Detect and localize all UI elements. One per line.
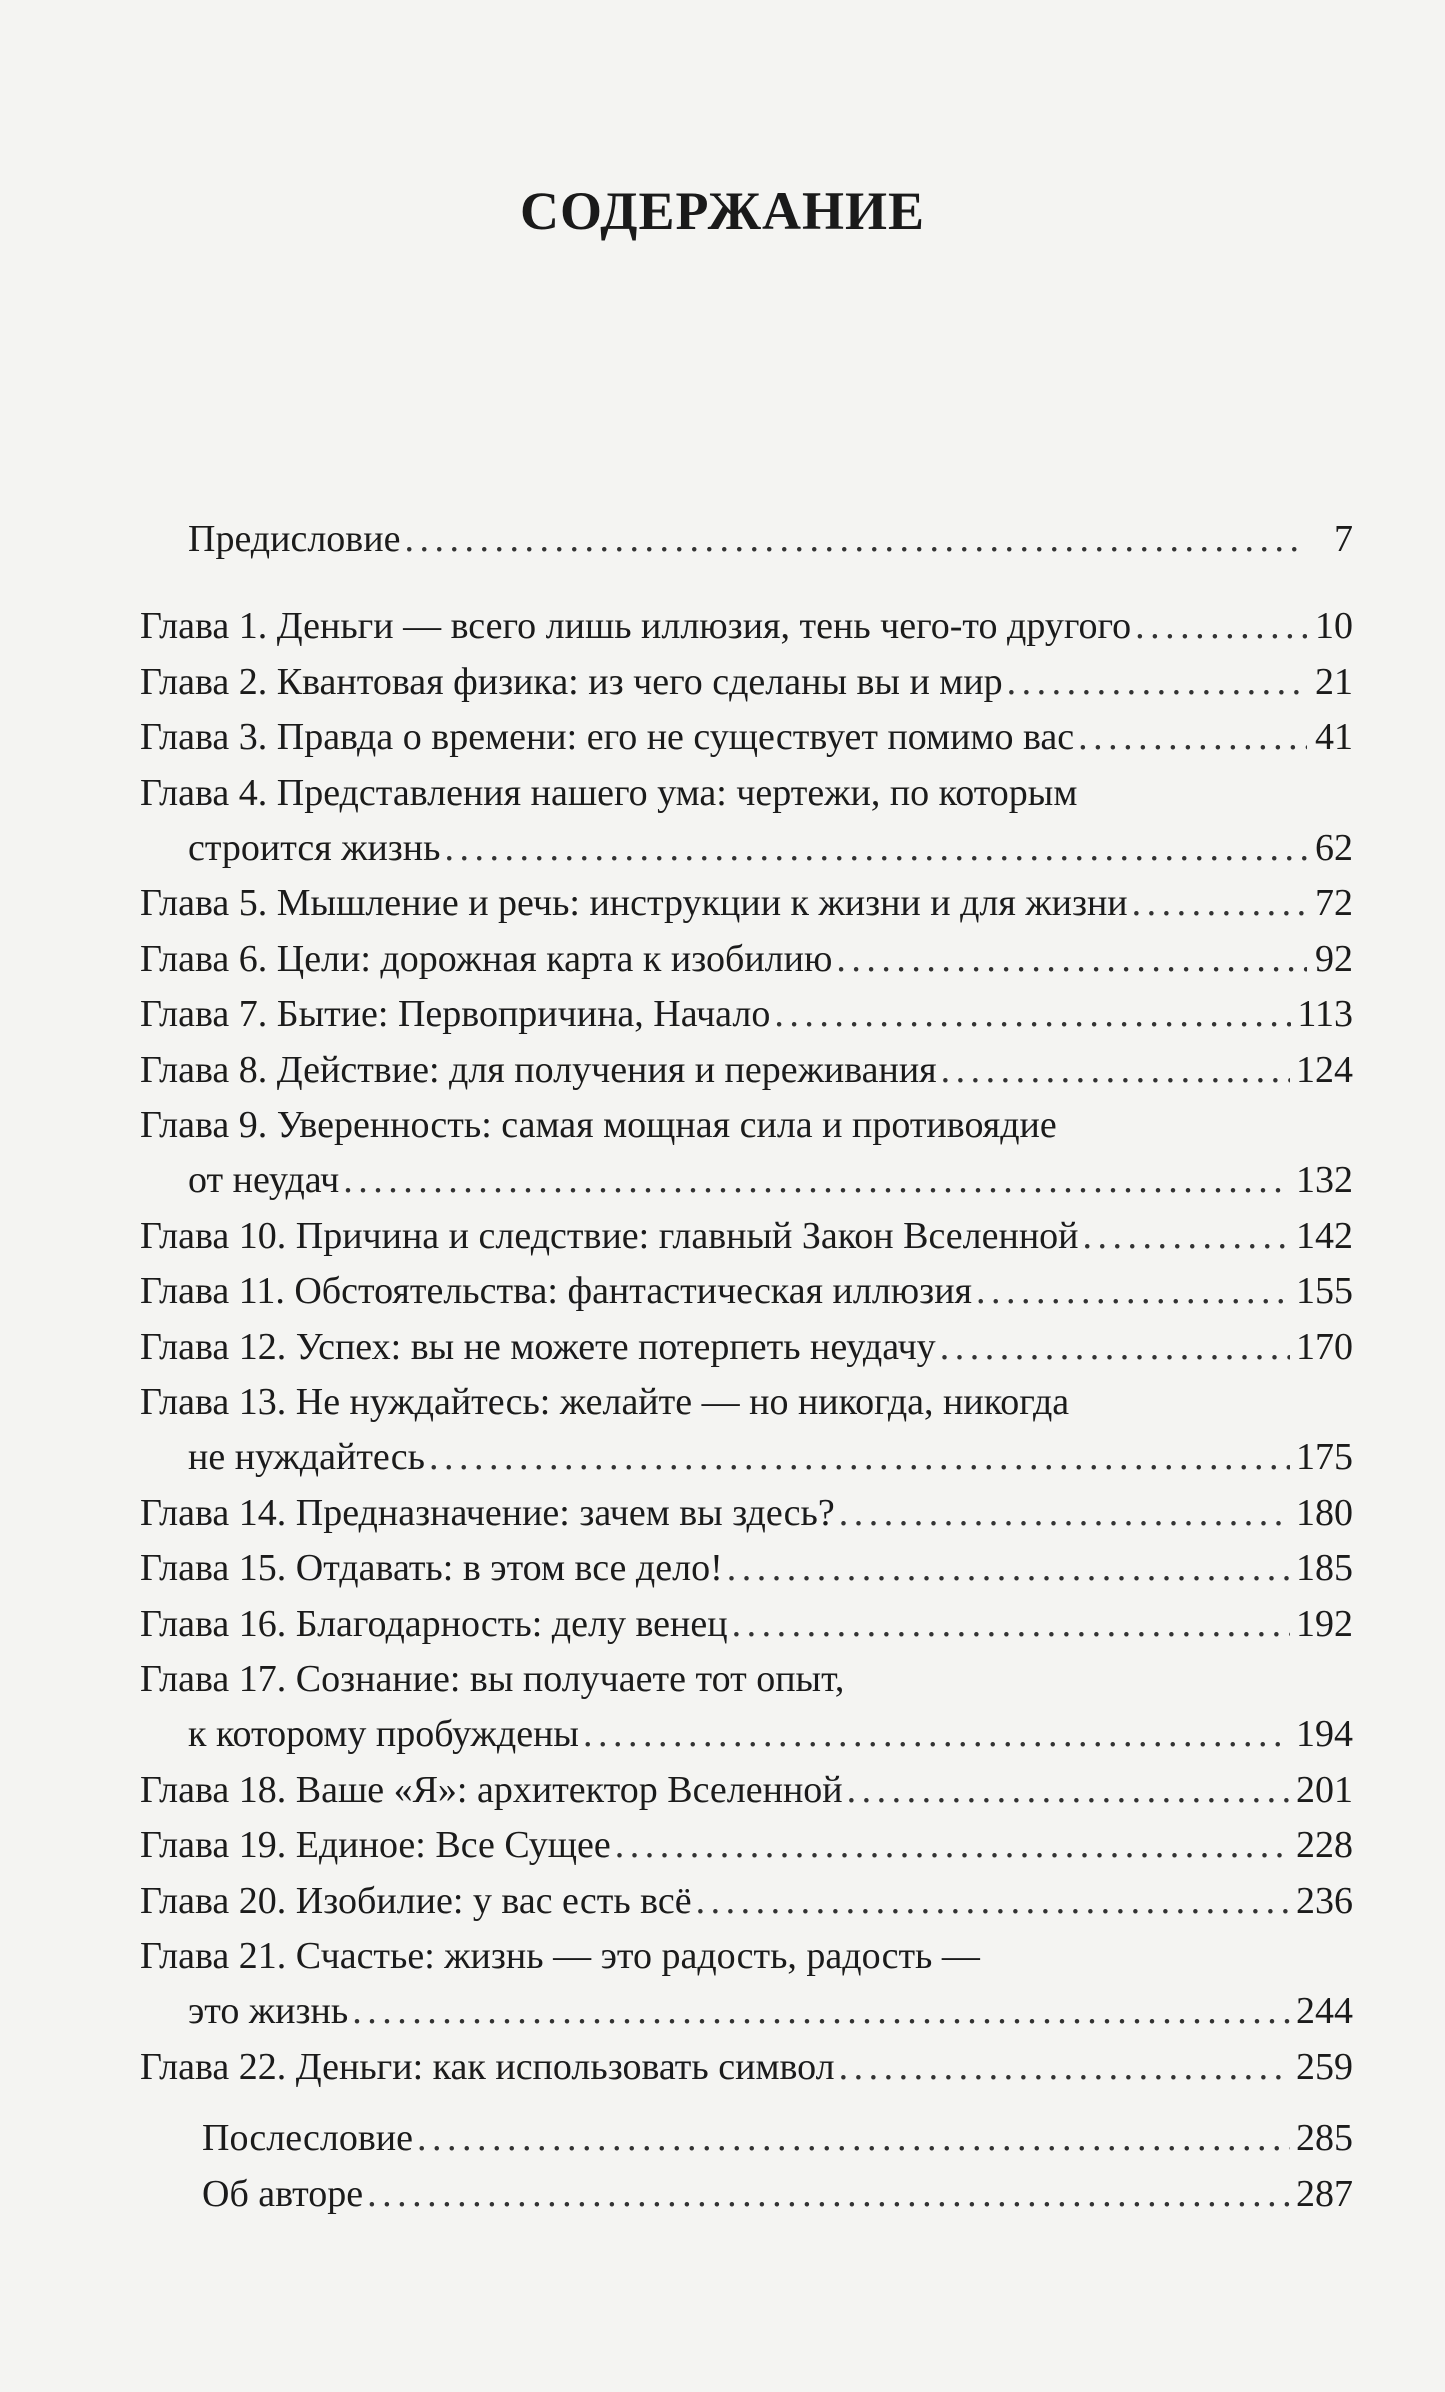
- toc-leader-dots: [615, 1821, 1290, 1869]
- toc-leader-dots: [696, 1877, 1290, 1925]
- toc-leader-dots: [1078, 713, 1307, 761]
- toc-entry-label: Глава 3. Правда о времени: его не существует помимо вас: [140, 716, 1075, 758]
- toc-entry-label: Глава 13. Не нуждайтесь: желайте — но никогда, никогда: [140, 1381, 1070, 1423]
- toc-leader-dots: [343, 1156, 1290, 1204]
- toc-entry-label: Глава 1. Деньги — всего лишь иллюзия, тень чего-то другого: [140, 605, 1132, 647]
- toc-leader-dots: [774, 990, 1291, 1038]
- toc-entry-page: 132: [1296, 1159, 1353, 1201]
- toc-leader-dots: [976, 1267, 1290, 1315]
- toc-entry-label: Предисловие: [188, 518, 401, 560]
- toc-entry[interactable]: [188, 1710, 1353, 1758]
- toc-entry[interactable]: [140, 1544, 1353, 1592]
- toc-entry-label: Глава 2. Квантовая физика: из чего сделаны вы и мир: [140, 661, 1003, 703]
- toc-leader-dots: [417, 2114, 1290, 2162]
- toc-entry[interactable]: [188, 1156, 1353, 1204]
- toc-entry-label: строится жизнь: [188, 827, 441, 869]
- toc-leader-dots: [839, 1489, 1290, 1537]
- toc-entry-page: 228: [1296, 1824, 1353, 1866]
- toc-entry-label: Глава 15. Отдавать: в этом все дело!: [140, 1547, 723, 1589]
- toc-entry[interactable]: [140, 1821, 1353, 1869]
- toc-entry-label: Глава 16. Благодарность: делу венец: [140, 1603, 728, 1645]
- toc-entry-label: Глава 4. Представления нашего ума: чертежи, по которым: [140, 772, 1078, 814]
- toc-entry-page: 92: [1315, 938, 1353, 980]
- toc-entry-page: 7: [1334, 518, 1353, 560]
- toc-entry[interactable]: [140, 769, 1353, 817]
- toc-entry[interactable]: [140, 1766, 1353, 1814]
- toc-entry-page: 175: [1296, 1436, 1353, 1478]
- toc-entry-page: 194: [1296, 1713, 1353, 1755]
- toc-leader-dots: [1132, 879, 1307, 927]
- toc-leader-dots: [1083, 1212, 1291, 1260]
- toc-entry[interactable]: [140, 1101, 1353, 1149]
- page-title: СОДЕРЖАНИЕ: [520, 181, 925, 241]
- toc-entry[interactable]: [202, 2114, 1353, 2162]
- toc-entry-page: 72: [1315, 882, 1353, 924]
- toc-leader-dots: [367, 2170, 1290, 2218]
- toc-entry[interactable]: [202, 2170, 1353, 2218]
- toc-leader-dots: [847, 1766, 1290, 1814]
- toc-entry-label: Глава 8. Действие: для получения и переживания: [140, 1049, 937, 1091]
- toc-entry-page: 41: [1315, 716, 1353, 758]
- toc-entry[interactable]: [188, 824, 1353, 872]
- toc-entry[interactable]: [188, 515, 1353, 563]
- toc-entry[interactable]: [140, 2043, 1353, 2091]
- toc-leader-dots: [1135, 602, 1307, 650]
- toc-leader-dots: [1007, 658, 1307, 706]
- toc-entry-label: не нуждайтесь: [188, 1436, 425, 1478]
- toc-leader-dots: [732, 1600, 1290, 1648]
- toc-entry-page: 142: [1296, 1215, 1353, 1257]
- toc-entry-page: 185: [1296, 1547, 1353, 1589]
- toc-entry-label: Глава 7. Бытие: Первопричина, Начало: [140, 993, 771, 1035]
- toc-entry-page: 124: [1296, 1049, 1353, 1091]
- toc-entry-label: Глава 12. Успех: вы не можете потерпеть неудачу: [140, 1326, 936, 1368]
- toc-entry[interactable]: [140, 1655, 1353, 1703]
- toc-leader-dots: [352, 1987, 1290, 2035]
- toc-entry-label: к которому пробуждены: [188, 1713, 579, 1755]
- toc-leader-dots: [429, 1433, 1290, 1481]
- toc-leader-dots: [940, 1323, 1290, 1371]
- toc-entry-label: Послесловие: [202, 2117, 414, 2159]
- toc-entry-label: Глава 22. Деньги: как использовать символ: [140, 2046, 835, 2088]
- toc-entry-page: 180: [1296, 1492, 1353, 1534]
- toc-entry[interactable]: [140, 990, 1353, 1038]
- toc-entry[interactable]: [140, 1212, 1353, 1260]
- toc-entry-page: 244: [1296, 1990, 1353, 2032]
- toc-leader-dots: [583, 1710, 1290, 1758]
- toc-entry-label: Об авторе: [202, 2173, 364, 2215]
- toc-entry-label: от неудач: [188, 1159, 340, 1201]
- toc-entry-page: 62: [1315, 827, 1353, 869]
- toc-entry[interactable]: [140, 602, 1353, 650]
- toc-entry-label: Глава 21. Счастье: жизнь — это радость, радость —: [140, 1935, 980, 1977]
- toc-entry-label: это жизнь: [188, 1990, 349, 2032]
- toc-entry-page: 201: [1296, 1769, 1353, 1811]
- toc-entry[interactable]: [140, 1932, 1353, 1980]
- toc-entry[interactable]: [140, 1046, 1353, 1094]
- toc-entry-label: Глава 19. Единое: Все Сущее: [140, 1824, 611, 1866]
- toc-leader-dots: [444, 824, 1307, 872]
- toc-entry-label: Глава 10. Причина и следствие: главный Закон Вселенной: [140, 1215, 1079, 1257]
- toc-entry-page: 236: [1296, 1880, 1353, 1922]
- toc-entry[interactable]: [140, 1489, 1353, 1537]
- toc-entry-page: 10: [1315, 605, 1353, 647]
- toc-leader-dots: [839, 2043, 1290, 2091]
- toc-entry-label: Глава 5. Мышление и речь: инструкции к жизни и для жизни: [140, 882, 1128, 924]
- toc-entry-label: Глава 9. Уверенность: самая мощная сила и противоядие: [140, 1104, 1057, 1146]
- toc-entry-label: Глава 20. Изобилие: у вас есть всё: [140, 1880, 692, 1922]
- toc-entry-page: 259: [1296, 2046, 1353, 2088]
- toc-leader-dots: [727, 1544, 1290, 1592]
- toc-entry[interactable]: [140, 713, 1353, 761]
- toc-leader-dots: [836, 935, 1307, 983]
- toc-leader-dots: [404, 515, 1307, 563]
- toc-entry-page: 155: [1296, 1270, 1353, 1312]
- toc-entry-label: Глава 14. Предназначение: зачем вы здесь?: [140, 1492, 835, 1534]
- toc-entry[interactable]: [140, 1267, 1353, 1315]
- toc-entry-page: 170: [1296, 1326, 1353, 1368]
- toc-entry-label: Глава 17. Сознание: вы получаете тот опыт,: [140, 1658, 845, 1700]
- toc-entry-label: Глава 11. Обстоятельства: фантастическая иллюзия: [140, 1270, 973, 1312]
- toc-entry[interactable]: [140, 879, 1353, 927]
- toc-entry[interactable]: [188, 1433, 1353, 1481]
- toc-entry-page: 21: [1315, 661, 1353, 703]
- toc-entry[interactable]: [140, 1600, 1353, 1648]
- toc-entry-page: 285: [1296, 2117, 1353, 2159]
- toc-entry[interactable]: [140, 935, 1353, 983]
- toc-entry[interactable]: [140, 1877, 1353, 1925]
- toc-entry[interactable]: [188, 1987, 1353, 2035]
- toc-entry-label: Глава 18. Ваше «Я»: архитектор Вселенной: [140, 1769, 843, 1811]
- toc-entry-label: Глава 6. Цели: дорожная карта к изобилию: [140, 938, 833, 980]
- toc-entry-page: 113: [1297, 993, 1353, 1035]
- toc-entry-page: 192: [1296, 1603, 1353, 1645]
- toc-entry-page: 287: [1296, 2173, 1353, 2215]
- toc-entry[interactable]: [140, 1323, 1353, 1371]
- toc-leader-dots: [941, 1046, 1290, 1094]
- toc-entry[interactable]: [140, 658, 1353, 706]
- toc-entry[interactable]: [140, 1378, 1353, 1426]
